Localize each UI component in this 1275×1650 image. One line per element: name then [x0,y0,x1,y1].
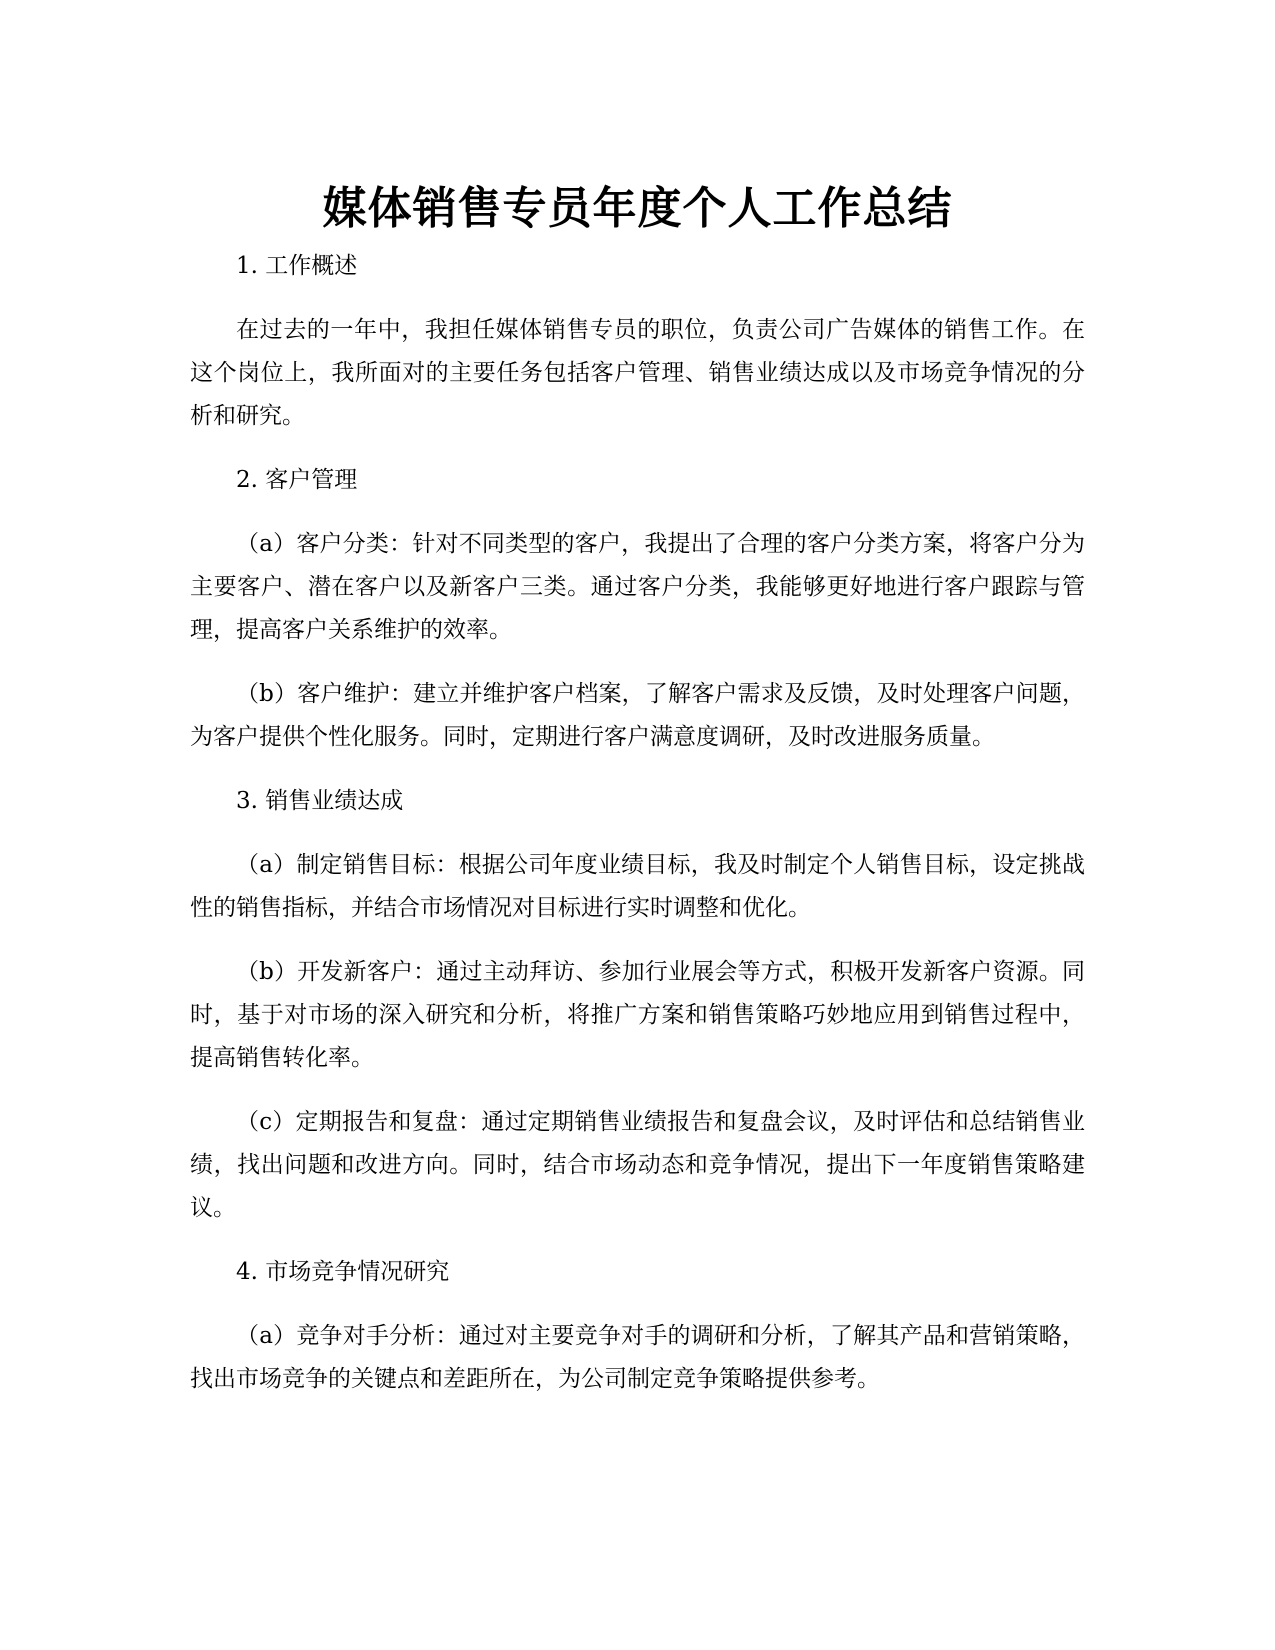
paragraph-overview: 在过去的一年中，我担任媒体销售专员的职位，负责公司广告媒体的销售工作。在这个岗位上，我所面对的主要任务包括客户管理、销售业绩达成以及市场竞争情况的分析和研究。 [190,317,1085,429]
paragraph-new-clients: （b）开发新客户：通过主动拜访、参加行业展会等方式，积极开发新客户资源。同时，基于对市场的深入研究和分析，将推广方案和销售策略巧妙地应用到销售过程中，提高销售转化率。 [190,959,1085,1071]
paragraph-competitor-analysis: （a）竞争对手分析：通过对主要竞争对手的调研和分析，了解其产品和营销策略，找出市场竞争的关键点和差距所在，为公司制定竞争策略提供参考。 [190,1323,1085,1392]
document-title: 媒体销售专员年度个人工作总结 [322,183,953,235]
section-heading-market-competition: 4. 市场竞争情况研究 [236,1259,450,1285]
document-body [190,245,1085,1422]
section-heading-client-management: 2. 客户管理 [236,467,358,493]
section-heading-overview: 1. 工作概述 [236,253,358,279]
paragraph-reports-review: （c）定期报告和复盘：通过定期销售业绩报告和复盘会议，及时评估和总结销售业绩，找出问题和改进方向。同时，结合市场动态和竞争情况，提出下一年度销售策略建议。 [190,1109,1085,1221]
section-heading-sales-performance: 3. 销售业绩达成 [236,788,404,814]
paragraph-sales-targets: （a）制定销售目标：根据公司年度业绩目标，我及时制定个人销售目标，设定挑战性的销售指标，并结合市场情况对目标进行实时调整和优化。 [190,852,1085,921]
paragraph-client-maintenance: （b）客户维护：建立并维护客户档案，了解客户需求及反馈，及时处理客户问题，为客户提供个性化服务。同时，定期进行客户满意度调研，及时改进服务质量。 [190,681,1085,750]
paragraph-client-classification: （a）客户分类：针对不同类型的客户，我提出了合理的客户分类方案，将客户分为主要客户、潜在客户以及新客户三类。通过客户分类，我能够更好地进行客户跟踪与管理，提高客户关系维护的效率。 [190,531,1085,643]
